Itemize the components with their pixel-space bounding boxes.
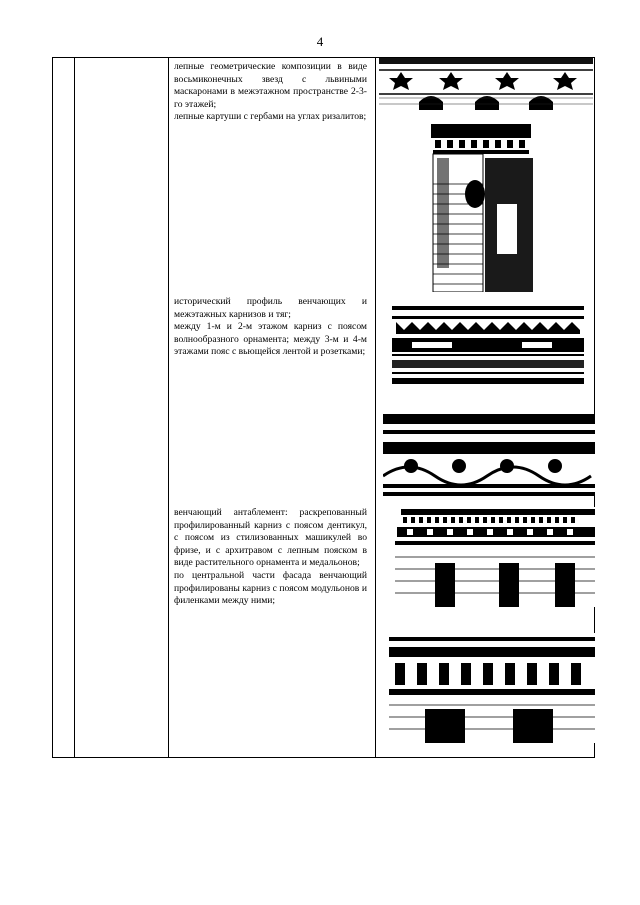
central-cornice-photo — [389, 633, 595, 743]
cornice-belt-photo — [383, 414, 595, 496]
text-block-ornaments — [174, 61, 367, 124]
corner-risalit-photo — [423, 124, 539, 292]
column-divider — [74, 58, 75, 757]
cornice-wave-photo — [392, 306, 584, 392]
paragraph: венчающий антаблемент: раскрепованный профилированный карниз с поясом дентикул, с поясом из стилизованных машикулей во фризе, и с архитравом с лепным пояском в виде растительного орнамента и медальонов; — [174, 507, 367, 569]
paragraph: между 1-м и 2-м этажом карниз с поясом волнообразного орнамента; между 3-м и 4-м этажами пояс с вьющейся лентой и розетками; — [174, 321, 367, 358]
facade-stars-photo — [379, 58, 593, 110]
paragraph: лепные картуши с гербами на углах ризалитов; — [174, 111, 367, 123]
paragraph: лепные геометрические композиции в виде восьмиконечных звезд с львиными маскаронами в межэтажном пространстве 2-3-го этажей; — [174, 61, 367, 110]
column-divider — [168, 58, 169, 757]
column-divider — [375, 58, 376, 757]
page-number: 4 — [316, 34, 324, 49]
text-block-entablature — [174, 507, 367, 608]
paragraph: по центральной части фасада венчающий профилированы карниз с поясом модульонов и филенками между ними; — [174, 569, 367, 607]
text-block-cornices — [174, 296, 367, 359]
entablature-photo — [387, 507, 595, 607]
document-table — [52, 57, 595, 758]
paragraph: исторический профиль венчающих и межэтажных карнизов и тяг; — [174, 296, 367, 320]
